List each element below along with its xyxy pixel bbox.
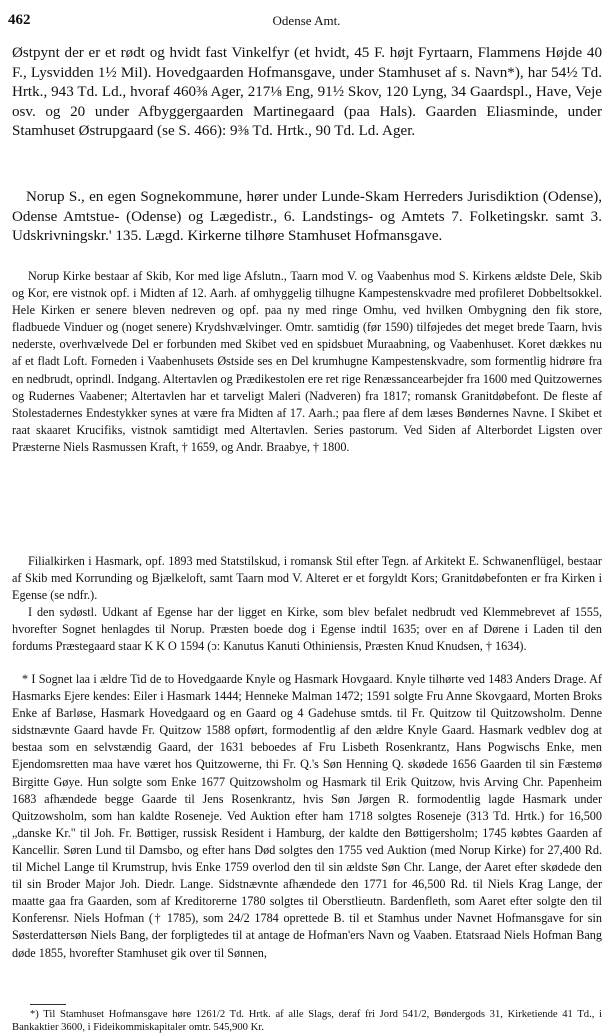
footnote-divider [30,1004,66,1005]
paragraph-hofmansgave: Østpynt der er et rødt og hvidt fast Vinkelfyr (et hvidt, 45 F. højt Fyrtaarn, Flammens Højde 40 F., Lysvidden 1½ Mil). Hovedgaarden Hofmansgave, under Stamhuset af s. Navn*), har 54½ Td. Hrtk., 943 Td. Ld., hvoraf 460⅜ Ager, 217⅛ Eng, 91½ Skov, 120 Lyng, 34 Gaardspl., Have, Veje osv. og 20 under Afbyggergaarden Martinegaard (paa Hals). Gaarden Eliasminde, under Stamhuset Østrupgaard (se S. 466): 9⅜ Td. Hrtk., 90 Td. Ld. Ager. [12,45,602,139]
running-title: Odense Amt. [272,13,341,28]
paragraph-norup-parish: Norup S., en egen Sognekommune, hører under Lunde-Skam Herreders Jurisdiktion (Odense), Odense Amtstue- (Odense) og Lægedistr., 6. Landstings- og Amtets 7. Folketingskr. samt 3. Udskrivningskr.' 135. Lægd. Kirkerne tilhøre Stamhuset Hofmansgave. [12,189,602,244]
paragraph-manor-history: * I Sognet laa i ældre Tid de to Hovedgaarde Knyle og Hasmark Hovgaard. Knyle tilhørte ved 1483 Anders Drage. Af Hasmarks Ejere kendes: Eiler i Hasmark 1444; Henneke Malman 1472; 1591 solgte Fru Anne Skovgaard, Morten Broks Enke af Barløse, Hasmark Hovedgaard og en Gaard og 4 Gadehuse smtds. til Fr. Quitzow til Quitzowsholm. Denne sidstnævnte Gaard havde Fr. Quitzow 1588 opført, formodentlig af den ældre Knyle Gaard. Hasmark vedblev dog at bestaa som en selvstændig Gaard, der 1631 beboedes af Fru Lisbeth Rosenkrantz, Hans Pogwischs Enke, men Ejendomsretten maa have været hos Quitzowerne, thi Fr. Q.'s Søn Henning Q. skødede 1656 Gaarden til sin Fæstemø Birgitte Gøye. Hun solgte som Enke 1677 Quitzowsholm og Hasmark til Erik Quitzow, hvis Arving Chr. Papenheim 1683 afhændede begge Gaarde til Jens Rosenkrantz, hvis Søn Jørgen R. formodentlig lagde Hasmark under Quitzowsholm, som han kaldte Roseneje. Ved Auktion efter ham 1718 solgtes Rosenеje (313 Td. Hrtk.) for 16,500 „danske Kr." til Joh. Fr. Bøttiger, russisk Resident i Hamburg, der kaldte den Bøttigersholm; 1745 købtes Gaarden af Kancellir. Søren Lund til Damsbo, og efter hans Død solgtes den 1755 ved Auktion (med Norup Kirke) for 27,400 Rd. til Michel Lange til Krumstrup, hvis Enke 1759 overlod den til sin ældste Søn Chr. Lange, der Aaret efter skødede den til sin Broder Major Joh. Diedr. Lange. Sidstnævnte afhændede den 1771 for 46,500 Rd. til Niels Krag Lange, der maatte gaa fra Gaarden, som af Kreditorerne 1780 solgtes til Oberstlieutn. Bardenfleth, som Aaret efter solgte den til Konferensr. Niels Hofman († 1785), som 24/2 1784 oprettede B. til et Stamhus under Navnet Hofmansgave for sin Søsterdattersøn Niels Bang, der forpligtedes til at antage de Hofman'ers Navn og Vaaben. Etatsraad Niels Hofman Bang døde 1855, hvorefter Stamhuset gik over til Sønnen, [12,672,602,960]
paragraph-egense: I den sydøstl. Udkant af Egense har der ligget en Kirke, som blev befalet nedbrudt ved Klemmebrevet af 1555, hvorefter Sognet henlagdes til Norup. Præsten boede dog i Egense indtil 1635; over en af Dørene i Laden til den fordums Præstegaard staar K K O 1594 (ɔ: Kanutus Kanuti Othiniensis, Præsten Knud Knudsen, † 1634). [12,605,602,654]
page-header [0,8,613,32]
footnote: *) Til Stamhuset Hofmansgave høre 1261/2 Td. Hrtk. af alle Slags, deraf fri Jord 541/2, Bøndergods 31, Kirketiende 41 Td., i Bankaktier 3600, i Fideikommiskapitaler omtr. 545,900 Kr. [12,1009,602,1033]
page-number: 462 [8,12,31,28]
paragraph-hasmark-church: Filialkirken i Hasmark, opf. 1893 med Statstilskud, i romansk Stil efter Tegn. af Arkitekt E. Schwanenflügel, bestaar af Skib med Korrunding og Bjælkeloft, samt Taarn mod V. Alteret er et forgyldt Kors; Granitdøbefonten er fra Kirken i Egense (se ndfr.). [12,554,602,603]
paragraph-norup-church: Norup Kirke bestaar af Skib, Kor med lige Afslutn., Taarn mod V. og Vaabenhus mod S. Kirkens ældste Dele, Skib og Kor, ere vistnok opf. i Midten af 12. Aarh. af omhyggelig tilhugne Kampestenskvadre med profileret Dobbeltsokkel. Hele Kirken er senere bleven nedreven og opf. paa ny med ringe Omhu, ved hvilken Ombygning den fik store, fladbuede Vinduer og (noget senere) Krydshvælvinger. Omtr. samtidig (før 1590) tilføjedes det meget brede Taarn, hvis nederste, overhvælvede Del er forbunden med Skibet ved en spidsbuet Muraabning, og Vaabenhuset. Koret dækkes nu af et fladt Loft. Forneden i Vaabenhusets Østside ses en Del krumhugne Kampestenskvadre, som formentlig hidrøre fra en nedbrudt, oprindl. Indgang. Altertavlen og Prædikestolen ere ret rige Renæssancearbejder fra 1600 med Quitzowernes og Rudernes Vaabener; Altertavlen har et tarveligt Maleri (Nadveren) fra 1817; romansk Granitdøbefont. De fleste af Stolestadernes Endestykker synes at være fra Midten af 17. Aarh.; paa flere af dem læses Bøndernes Navne. I Skibet et raat skaaret Krucifiks, vistnok samtidigt med Altertavlen. Series pastorum. Ved Siden af Alterbordet Ligsten over Præsterne Niels Rasmussen Kraft, † 1659, og Andr. Braabye, † 1800. [12,269,602,454]
